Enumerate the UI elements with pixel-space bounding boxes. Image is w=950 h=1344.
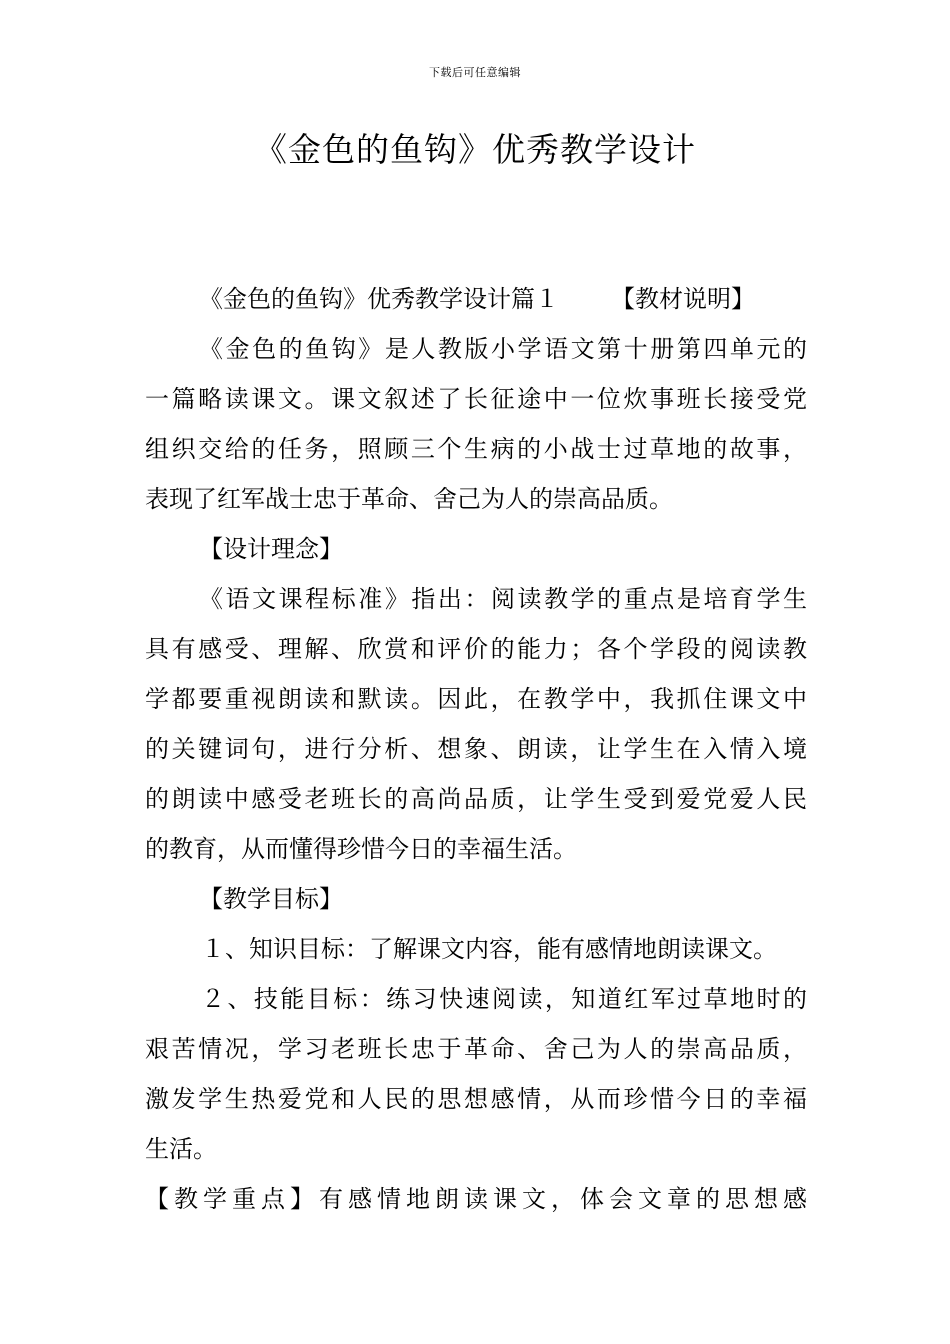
document-title: 《金色的鱼钩》优秀教学设计 — [254, 130, 696, 169]
heading-design-concept: 【设计理念】 — [199, 535, 343, 563]
goal-item: １、知识目标：了解课文内容，能有感情地朗读课文。 — [201, 935, 777, 963]
paragraph-line: 一篇略读课文。课文叙述了长征途中一位炊事班长接受党 — [145, 385, 807, 413]
paragraph-line: 《语文课程标准》指出：阅读教学的重点是培育学生 — [199, 585, 807, 613]
paragraph-line: 《金色的鱼钩》是人教版小学语文第十册第四单元的 — [199, 335, 807, 363]
section-heading-line — [145, 280, 807, 330]
paragraph-line: 激发学生热爱党和人民的思想感情，从而珍惜今日的幸福 — [145, 1085, 807, 1113]
paragraph-line: 艰苦情况，学习老班长忠于革命、舍己为人的崇高品质， — [145, 1035, 807, 1063]
paragraph-line: 的关键词句，进行分析、想象、朗读，让学生在入情入境 — [145, 735, 807, 763]
heading-teaching-goals: 【教学目标】 — [199, 885, 343, 913]
section-title: 《金色的鱼钩》优秀教学设计篇１ — [199, 285, 559, 313]
heading-textbook-notes: 【教材说明】 — [611, 285, 755, 313]
document-body — [145, 280, 807, 1230]
paragraph-line: 的教育，从而懂得珍惜今日的幸福生活。 — [145, 835, 577, 863]
paragraph-line: 具有感受、理解、欣赏和评价的能力；各个学段的阅读教 — [145, 635, 807, 663]
paragraph-line: 生活。 — [145, 1135, 217, 1163]
paragraph-line: 学都要重视朗读和默读。因此，在教学中，我抓住课文中 — [145, 685, 807, 713]
paragraph-line: 的朗读中感受老班长的高尚品质，让学生受到爱党爱人民 — [145, 785, 807, 813]
goal-item: ２、技能目标：练习快速阅读，知道红军过草地时的 — [201, 985, 807, 1013]
paragraph-line: 表现了红军战士忠于革命、舍己为人的崇高品质。 — [145, 485, 673, 513]
paragraph-line: 组织交给的任务，照顾三个生病的小战士过草地的故事， — [145, 435, 807, 463]
heading-teaching-focus: 【教学重点】有感情地朗读课文，体会文章的思想感 — [145, 1185, 807, 1213]
header-note: 下载后可任意编辑 — [429, 66, 521, 79]
